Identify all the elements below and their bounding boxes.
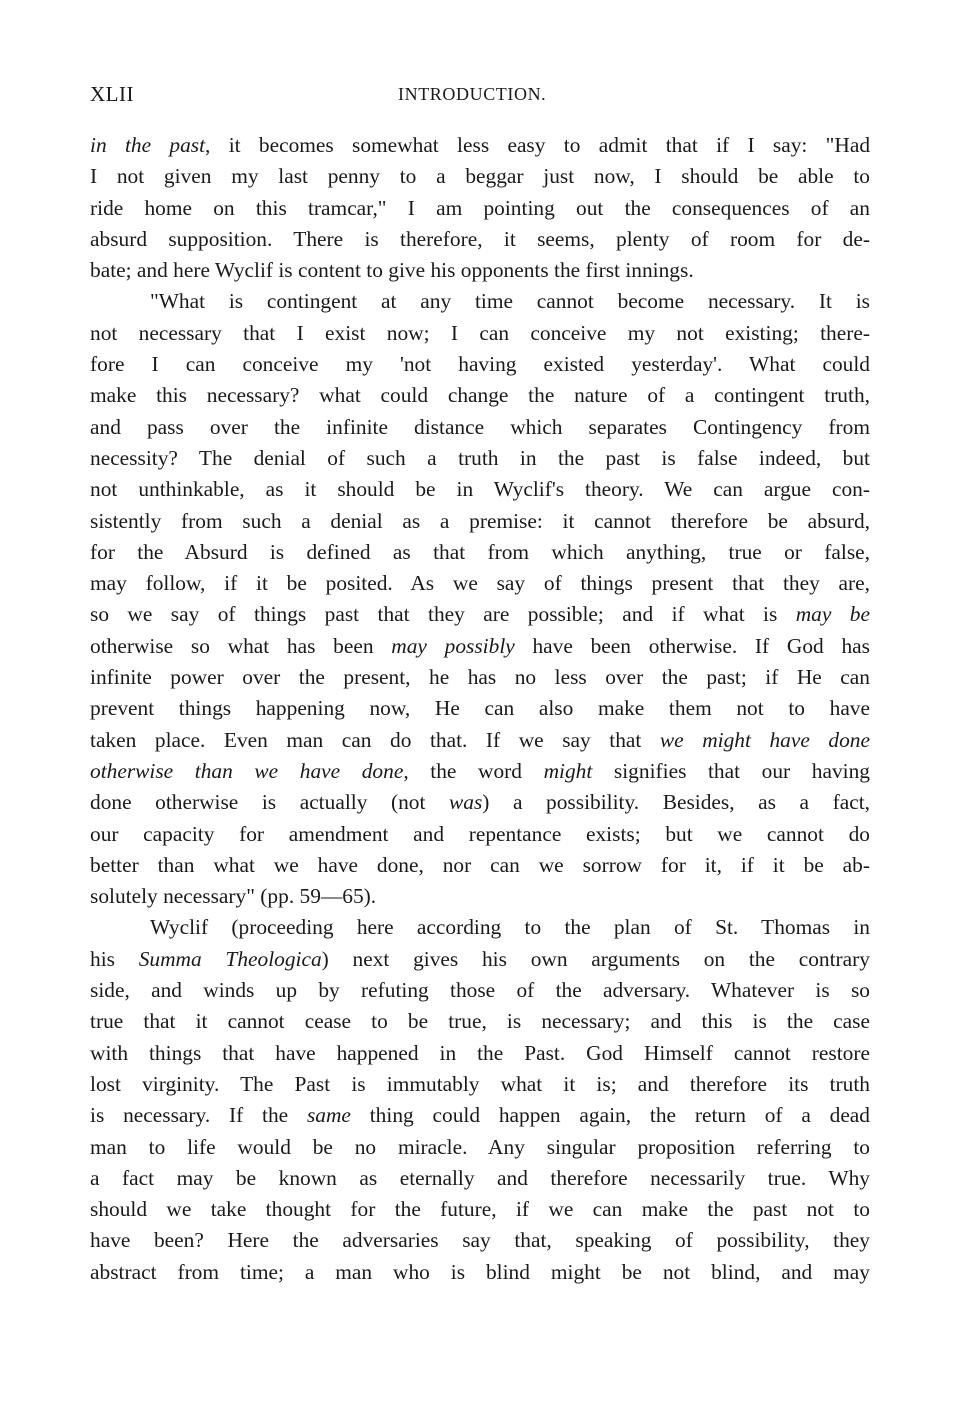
text-line: bate; and here Wyclif is content to give his opponents the first innings. (90, 258, 694, 283)
page-header (90, 82, 870, 114)
text-line: should we take thought for the future, if we can make the past not to (90, 1197, 870, 1222)
text-line: prevent things happening now, He can also make them not to have (90, 696, 870, 721)
text-line: not necessary that I exist now; I can conceive my not existing; there- (90, 320, 870, 345)
text-line: absurd supposition. There is therefore, it seems, plenty of room for de- (90, 226, 870, 251)
page-number: XLII (90, 82, 134, 106)
text-line: his Summa Theologica) next gives his own arguments on the contrary (90, 946, 870, 971)
text-line: otherwise so what has been may possibly have been otherwise. If God has (90, 633, 870, 658)
text-line: side, and winds up by refuting those of the adversary. Whatever is so (90, 978, 870, 1003)
text-line: abstract from time; a man who is blind might be not blind, and may (90, 1259, 870, 1284)
text-line: ride home on this tramcar," I am pointing out the consequences of an (90, 195, 870, 220)
text-line: otherwise than we have done, the word might signifies that our having (90, 758, 870, 783)
text-line: lost virginity. The Past is immutably what it is; and therefore its truth (90, 1071, 870, 1096)
text-line: necessity? The denial of such a truth in the past is false indeed, but (90, 445, 870, 470)
text-line: taken place. Even man can do that. If we say that we might have done (90, 727, 870, 752)
text-line: and pass over the infinite distance which separates Contingency from (90, 414, 870, 439)
text-line: "What is contingent at any time cannot become necessary. It is (150, 289, 870, 314)
text-line: our capacity for amendment and repentance exists; but we cannot do (90, 821, 870, 846)
text-line: make this necessary? what could change the nature of a contingent truth, (90, 383, 870, 408)
text-line: I not given my last penny to a beggar just now, I should be able to (90, 164, 870, 189)
text-line: with things that have happened in the Past. God Himself cannot restore (90, 1040, 870, 1065)
text-line: is necessary. If the same thing could happen again, the return of a dead (90, 1103, 870, 1128)
text-line: not unthinkable, as it should be in Wyclif's theory. We can argue con- (90, 477, 870, 502)
text-line: may follow, if it be posited. As we say of things present that they are, (90, 571, 870, 596)
text-line: sistently from such a denial as a premise: it cannot therefore be absurd, (90, 508, 870, 533)
text-line: for the Absurd is defined as that from which anything, true or false, (90, 539, 870, 564)
text-line: infinite power over the present, he has no less over the past; if He can (90, 665, 870, 690)
text-line: Wyclif (proceeding here according to the plan of St. Thomas in (150, 915, 870, 940)
text-line: solutely necessary" (pp. 59—65). (90, 884, 377, 909)
text-line: fore I can conceive my 'not having existed yesterday'. What could (90, 352, 870, 377)
text-line: a fact may be known as eternally and therefore necessarily true. Why (90, 1165, 870, 1190)
running-head: INTRODUCTION. (398, 84, 547, 104)
text-line: so we say of things past that they are possible; and if what is may be (90, 602, 870, 627)
text-line: true that it cannot cease to be true, is necessary; and this is the case (90, 1009, 870, 1034)
body-text (90, 130, 870, 1288)
text-line: in the past, it becomes somewhat less easy to admit that if I say: "Had (90, 133, 870, 157)
text-line: done otherwise is actually (not was) a possibility. Besides, as a fact, (90, 790, 870, 815)
text-line: better than what we have done, nor can we sorrow for it, if it be ab- (90, 852, 870, 877)
text-line: have been? Here the adversaries say that, speaking of possibility, they (90, 1228, 870, 1253)
text-line: man to life would be no miracle. Any singular proposition referring to (90, 1134, 870, 1159)
